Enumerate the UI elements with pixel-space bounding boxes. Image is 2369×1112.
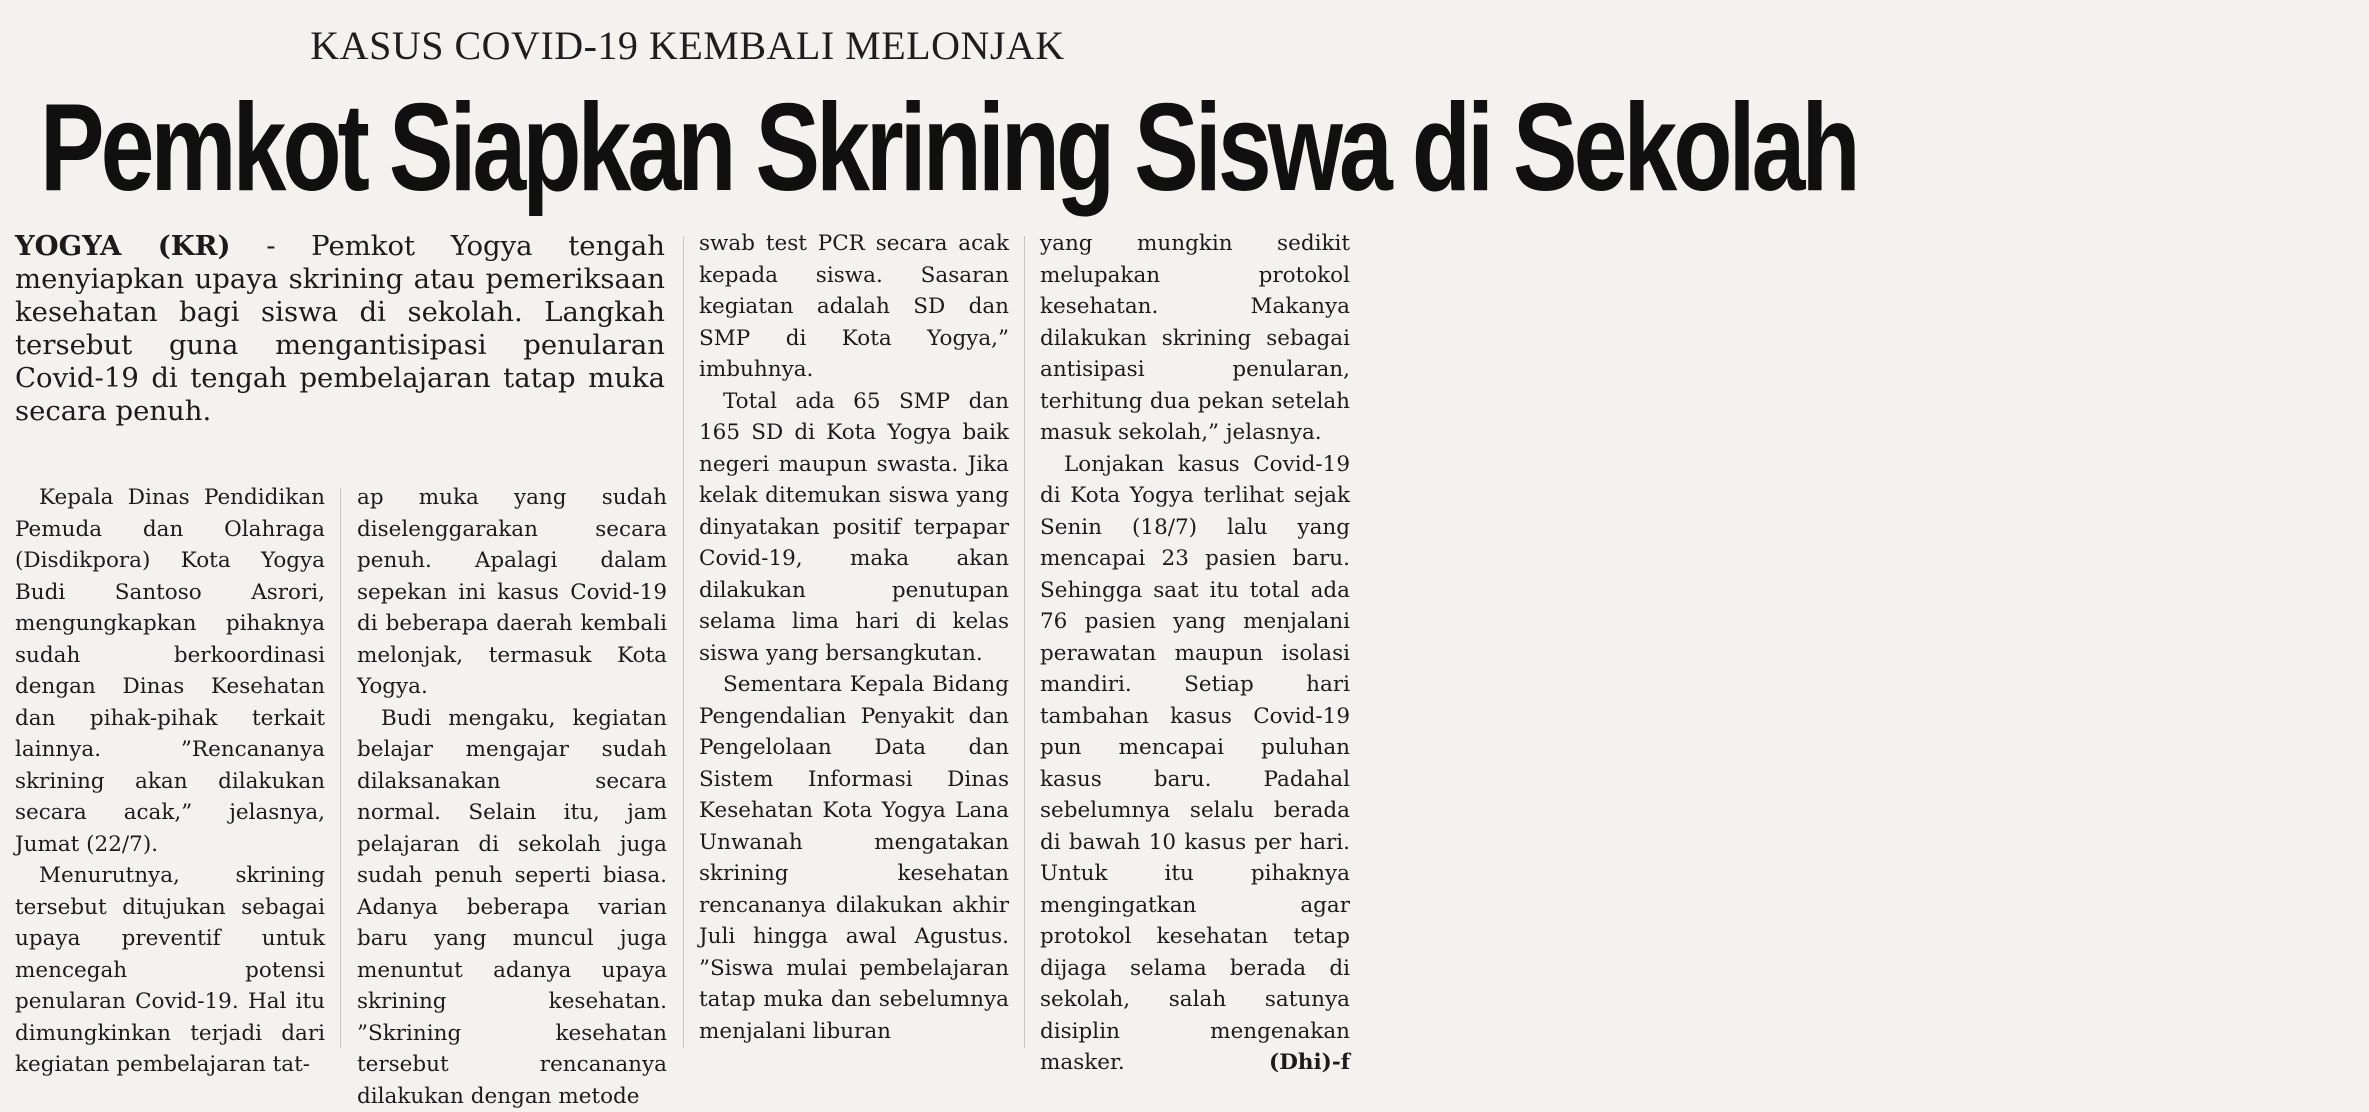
article-lead bbox=[15, 230, 665, 428]
article-column-2 bbox=[357, 482, 667, 1112]
byline: (Dhi)-f bbox=[1245, 1047, 1350, 1079]
paragraph: Total ada 65 SMP dan 165 SD di Kota Yogya baik negeri maupun swasta. Jika kelak ditemukan siswa yang dinyatakan positif terpapar Covid-19, maka akan dilakukan penutupan selama lima hari di kelas siswa yang bersangkutan. bbox=[699, 386, 1009, 670]
article-column-1 bbox=[15, 482, 325, 1081]
paragraph: swab test PCR secara acak kepada siswa. Sasaran kegiatan adalah SD dan SMP di Kota Yogya,” imbuhnya. bbox=[699, 228, 1009, 386]
paragraph: ap muka yang sudah diselenggarakan secara penuh. Apalagi dalam sepekan ini kasus Covid-19 di beberapa daerah kembali melonjak, termasuk Kota Yogya. bbox=[357, 482, 667, 703]
paragraph: Budi mengaku, kegiatan belajar mengajar sudah dilaksanakan secara normal. Selain itu, jam pelajaran di sekolah juga sudah penuh seperti biasa. Adanya beberapa varian baru yang muncul juga menuntut adanya upaya skrining kesehatan. ”Skrining kesehatan tersebut rencananya dilakukan dengan metode bbox=[357, 703, 667, 1112]
paragraph: yang mungkin sedikit melupakan protokol kesehatan. Makanya dilakukan skrining sebagai antisipasi penularan, terhitung dua pekan setelah masuk sekolah,” jelasnya. bbox=[1040, 228, 1350, 449]
column-divider bbox=[1024, 236, 1025, 1048]
paragraph: Kepala Dinas Pendidikan Pemuda dan Olahraga (Disdikpora) Kota Yogya Budi Santoso Asrori, mengungkapkan pihaknya sudah berkoordinasi dengan Dinas Kesehatan dan pihak-pihak terkait lainnya. ”Rencananya skrining akan dilakukan secara acak,” jelasnya, Jumat (22/7). bbox=[15, 482, 325, 860]
article-headline bbox=[40, 78, 1340, 218]
article-column-4 bbox=[1040, 228, 1350, 1079]
paragraph: Menurutnya, skrining tersebut ditujukan sebagai upaya preventif untuk mencegah potensi penularan Covid-19. Hal itu dimungkinkan terjadi dari kegiatan pembelajaran tat- bbox=[15, 860, 325, 1081]
paragraph-text: Lonjakan kasus Covid-19 di Kota Yogya terlihat sejak Senin (18/7) lalu yang mencapai 23 pasien baru. Sehingga saat itu total ada 76 pasien yang menjalani perawatan maupun isolasi mandiri. Setiap hari tambahan kasus Covid-19 pun mencapai puluhan kasus baru. Padahal sebelumnya selalu berada di bawah 10 kasus per hari. Untuk itu pihaknya mengingatkan agar protokol kesehatan tetap dijaga selama berada di sekolah, salah satunya disiplin mengenakan masker. bbox=[1040, 452, 1350, 1076]
headline-text: Pemkot Siapkan Skrining Siswa di Sekolah bbox=[40, 78, 1857, 218]
column-divider bbox=[340, 488, 341, 1048]
column-divider bbox=[683, 236, 684, 1048]
dateline: YOGYA (KR) bbox=[15, 230, 231, 262]
paragraph bbox=[1040, 449, 1350, 1079]
article-column-3 bbox=[699, 228, 1009, 1047]
article-kicker: KASUS COVID-19 KEMBALI MELONJAK bbox=[0, 22, 1375, 69]
paragraph: Sementara Kepala Bidang Pengendalian Penyakit dan Pengelolaan Data dan Sistem Informasi Dinas Kesehatan Kota Yogya Lana Unwanah mengatakan skrining kesehatan rencananya dilakukan akhir Juli hingga awal Agustus. ”Siswa mulai pembelajaran tatap muka dan sebelumnya menjalani liburan bbox=[699, 669, 1009, 1047]
lead-text: - Pemkot Yogya tengah menyiapkan upaya skrining atau pemeriksaan kesehatan bagi siswa di sekolah. Langkah tersebut guna mengantisipasi penularan Covid-19 di tengah pembelajaran tatap muka secara penuh. bbox=[15, 230, 665, 427]
